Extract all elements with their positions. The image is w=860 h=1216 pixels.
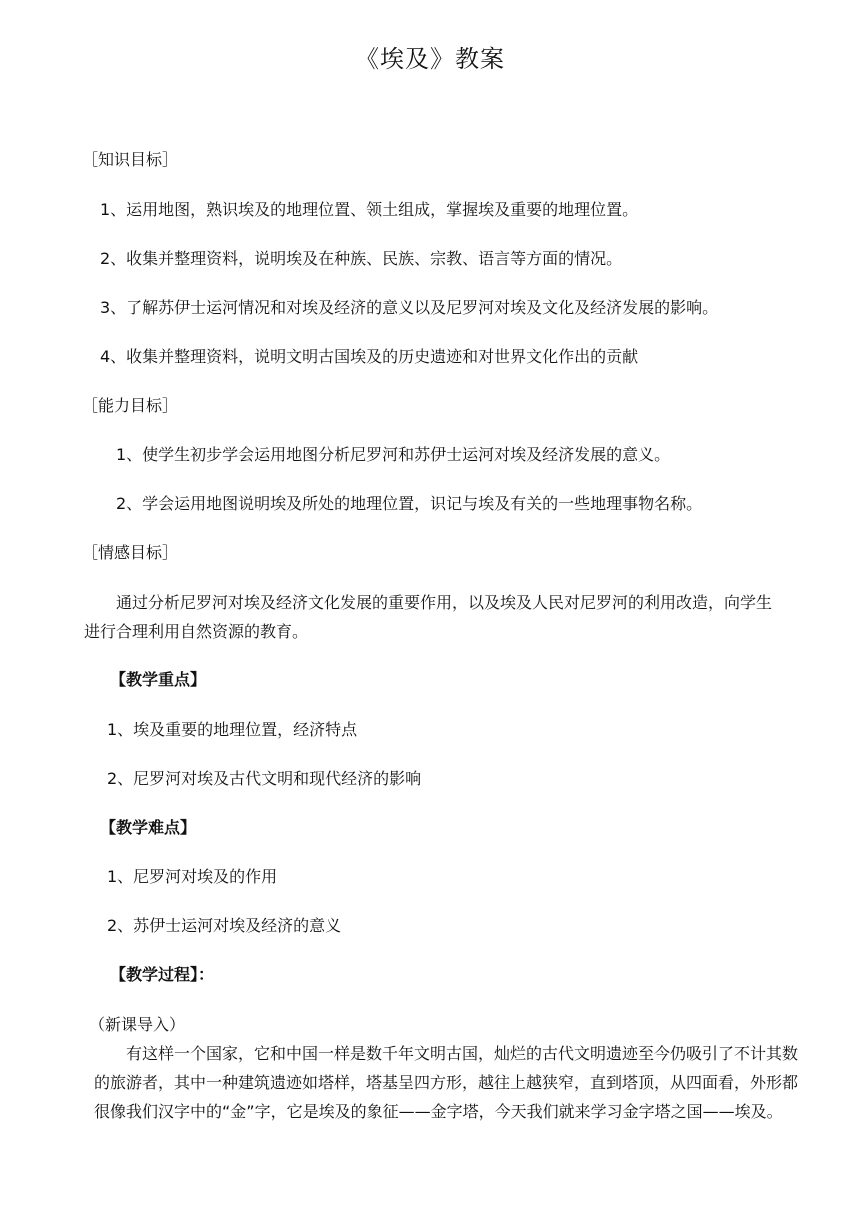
difficulty-item: 2、苏伊士运河对埃及经济的意义 bbox=[107, 916, 342, 935]
document-title: 《埃及》教案 bbox=[355, 45, 505, 73]
intro-heading: （新课导入） bbox=[89, 1015, 186, 1034]
intro-paragraph: 有这样一个国家，它和中国一样是数千年文明古国，灿烂的古代文明遗迹至今仍吸引了不计其数的旅游者，其中一种建筑遗迹如塔样，塔基呈四方形，越往上越狭窄，直到塔顶，从四面看，外形都很像我们汉字中的“金”字，它是埃及的象征——金字塔，今天我们就来学习金字塔之国——埃及。 bbox=[94, 1044, 799, 1121]
emotion-paragraph: 通过分析尼罗河对埃及经济文化发展的重要作用，以及埃及人民对尼罗河的利用改造，向学生进行合理利用自然资源的教育。 bbox=[84, 593, 773, 641]
emotion-heading: ［情感目标］ bbox=[82, 543, 179, 562]
difficulties-heading: 【教学难点】 bbox=[100, 818, 197, 837]
ability-item: 2、学会运用地图说明埃及所处的地理位置，识记与埃及有关的一些地理事物名称。 bbox=[116, 494, 703, 513]
knowledge-item: 2、收集并整理资料，说明埃及在种族、民族、宗教、语言等方面的情况。 bbox=[100, 249, 623, 268]
process-heading: 【教学过程】： bbox=[110, 965, 215, 984]
knowledge-item: 1、运用地图，熟识埃及的地理位置、领土组成，掌握埃及重要的地理位置。 bbox=[100, 200, 639, 219]
key-point-item: 1、埃及重要的地理位置，经济特点 bbox=[107, 720, 358, 739]
knowledge-heading: ［知识目标］ bbox=[82, 150, 179, 169]
knowledge-item: 4、收集并整理资料，说明文明古国埃及的历史遗迹和对世界文化作出的贡献 bbox=[100, 347, 639, 366]
key-points-heading: 【教学重点】 bbox=[110, 670, 207, 689]
ability-heading: ［能力目标］ bbox=[82, 396, 179, 415]
knowledge-item: 3、了解苏伊士运河情况和对埃及经济的意义以及尼罗河对埃及文化及经济发展的影响。 bbox=[100, 298, 719, 317]
difficulty-item: 1、尼罗河对埃及的作用 bbox=[107, 867, 278, 886]
ability-item: 1、使学生初步学会运用地图分析尼罗河和苏伊士运河对埃及经济发展的意义。 bbox=[116, 445, 671, 464]
key-point-item: 2、尼罗河对埃及古代文明和现代经济的影响 bbox=[107, 769, 422, 788]
